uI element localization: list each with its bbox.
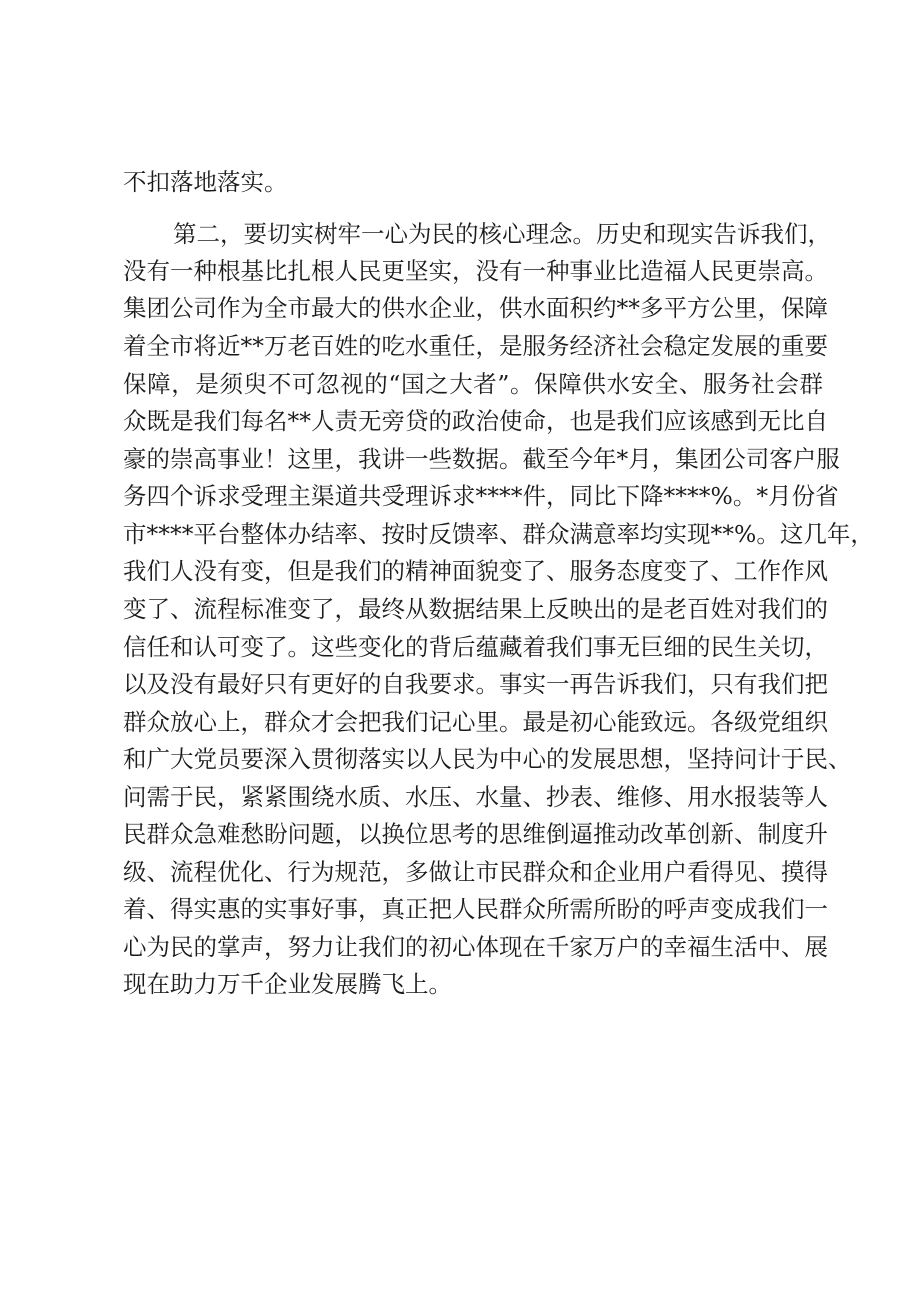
text-line: 民群众急难愁盼问题，以换位思考的思维倒逼推动改革创新、制度升 [123,820,828,848]
paragraph-last-line: 现在助力万千企业发展腾飞上。 [123,970,452,998]
paragraph-first-line: 第二，要切实树牢一心为民的核心理念。历史和现实告诉我们， [173,220,831,248]
text-line: 着、得实惠的实事好事，真正把人民群众所需所盼的呼声变成我们一 [123,895,828,923]
text-line: 着全市将近**万老百姓的吃水重任，是服务经济社会稳定发展的重要 [123,332,828,360]
text-line: 豪的崇高事业！这里，我讲一些数据。截至今年*月，集团公司客户服 [123,445,840,473]
text-line: 集团公司作为全市最大的供水企业，供水面积约**多平方公里，保障 [123,294,828,322]
text-line: 市****平台整体办结率、按时反馈率、群众满意率均实现**%。这几年， [123,520,874,548]
text-line: 心为民的掌声，努力让我们的初心体现在千家万户的幸福生活中、展 [123,933,828,961]
text-line: 群众放心上，群众才会把我们记心里。最是初心能致远。各级党组织 [123,708,828,736]
text-line: 不扣落地落实。 [123,168,288,196]
text-line: 信任和认可变了。这些变化的背后蕴藏着我们事无巨细的民生关切， [123,633,828,661]
text-line: 以及没有最好只有更好的自我要求。事实一再告诉我们，只有我们把 [123,670,828,698]
text-line: 变了、流程标准变了，最终从数据结果上反映出的是老百姓对我们的 [123,595,828,623]
text-line: 没有一种根基比扎根人民更坚实，没有一种事业比造福人民更崇高。 [123,257,828,285]
text-line: 众既是我们每名**人责无旁贷的政治使命，也是我们应该感到无比自 [123,407,828,435]
text-line: 务四个诉求受理主渠道共受理诉求****件，同比下降****%。*月份省 [123,482,839,510]
text-line: 问需于民，紧紧围绕水质、水压、水量、抄表、维修、用水报装等人 [123,783,828,811]
text-line: 我们人没有变，但是我们的精神面貌变了、服务态度变了、工作作风 [123,557,828,585]
text-line: 保障，是须臾不可忽视的“国之大者”。保障供水安全、服务社会群 [123,370,823,398]
text-line: 和广大党员要深入贯彻落实以人民为中心的发展思想，坚持问计于民、 [123,745,852,773]
text-line: 级、流程优化、行为规范，多做让市民群众和企业用户看得见、摸得 [123,858,828,886]
